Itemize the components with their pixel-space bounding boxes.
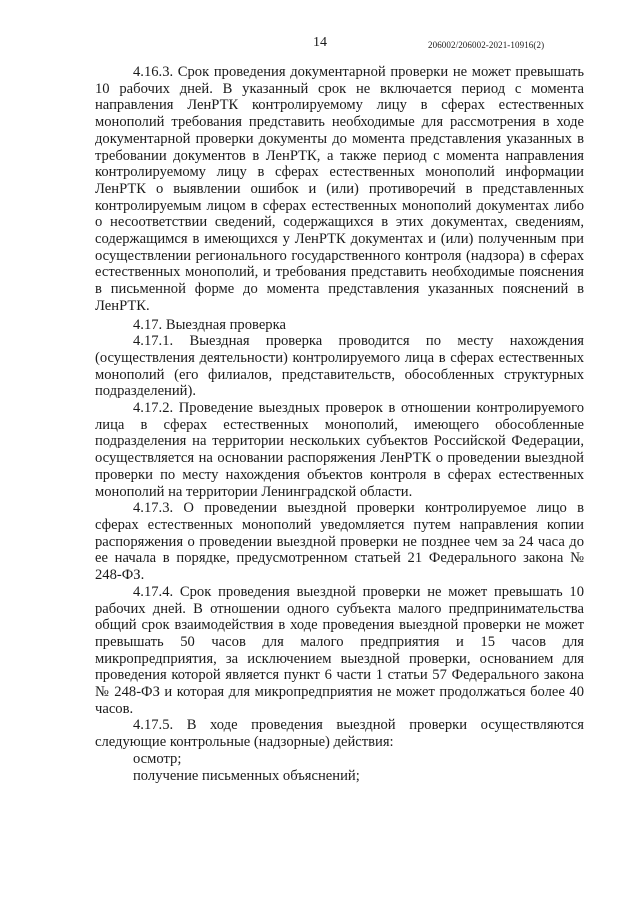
list-item-inspection: осмотр; xyxy=(133,750,182,767)
document-body xyxy=(95,64,584,784)
paragraph-4-17-5: 4.17.5. В ходе проведения выездной проверки осуществляются следующие контрольные (надзорные) действия: xyxy=(95,717,584,751)
paragraph-4-17-4: 4.17.4. Срок проведения выездной проверки не может превышать 10 рабочих дней. В отношении одного субъекта малого предпринимательства общий срок взаимодействия в ходе проведения выездной проверки не может превышать 50 часов для малого предприятия и 15 часов для микропредприятия, за исключением выездной проверки, основанием для проведения которой является пункт 6 части 1 статьи 57 Федерального закона № 248-ФЗ и которая для микропредприятия не может продолжаться более 40 часов. xyxy=(95,583,584,717)
section-heading-4-17: 4.17. Выездная проверка xyxy=(133,316,286,333)
paragraph-4-17-1: 4.17.1. Выездная проверка проводится по месту нахождения (осуществления деятельности) контролируемого лица в сферах естественных монополий (его филиалов, представительств, обособленных структурных подразделений). xyxy=(95,333,584,400)
paragraph-4-17-2: 4.17.2. Проведение выездных проверок в отношении контролируемого лица в сферах естественных монополий, имеющего обособленные подразделения на территории нескольких субъектов Российской Федерации, осуществляется на основании распоряжения ЛенРТК о проведении выездной проверки по месту нахождения объектов контроля в сферах естественных монополий на территории Ленинградской области. xyxy=(95,400,584,500)
list-item-written-explanations: получение письменных объяснений; xyxy=(133,767,360,784)
page-number: 14 xyxy=(313,35,327,50)
document-registration-code: 206002/206002-2021-10916(2) xyxy=(428,40,545,50)
paragraph-4-16-3: 4.16.3. Срок проведения документарной проверки не может превышать 10 рабочих дней. В указанный срок не включается период с момента направления ЛенРТК контролируемому лицу в сферах естественных монополий требования представить необходимые для рассмотрения в ходе документарной проверки документы до момента представления указанных в требовании документов в ЛенРТК, а также период с момента направления контролируемому лицу в сферах естественных монополий информации ЛенРТК о выявлении ошибок и (или) противоречий в представленных контролируемым лицом в сферах естественных монополий документах либо о несоответствии сведений, содержащихся в этих документах, сведениям, содержащимся в имеющихся у ЛенРТК документах и (или) полученным при осуществлении регионального государственного контроля (надзора) в сферах естественных монополий, и требования представить необходимые пояснения в письменной форме до момента представления указанных пояснений в ЛенРТК. xyxy=(95,64,584,314)
paragraph-4-17-3: 4.17.3. О проведении выездной проверки контролируемое лицо в сферах естественных монополий уведомляется путем направления копии распоряжения о проведении выездной проверки не позднее чем за 24 часа до ее начала в порядке, предусмотренном статьей 21 Федерального закона № 248-ФЗ. xyxy=(95,500,584,584)
